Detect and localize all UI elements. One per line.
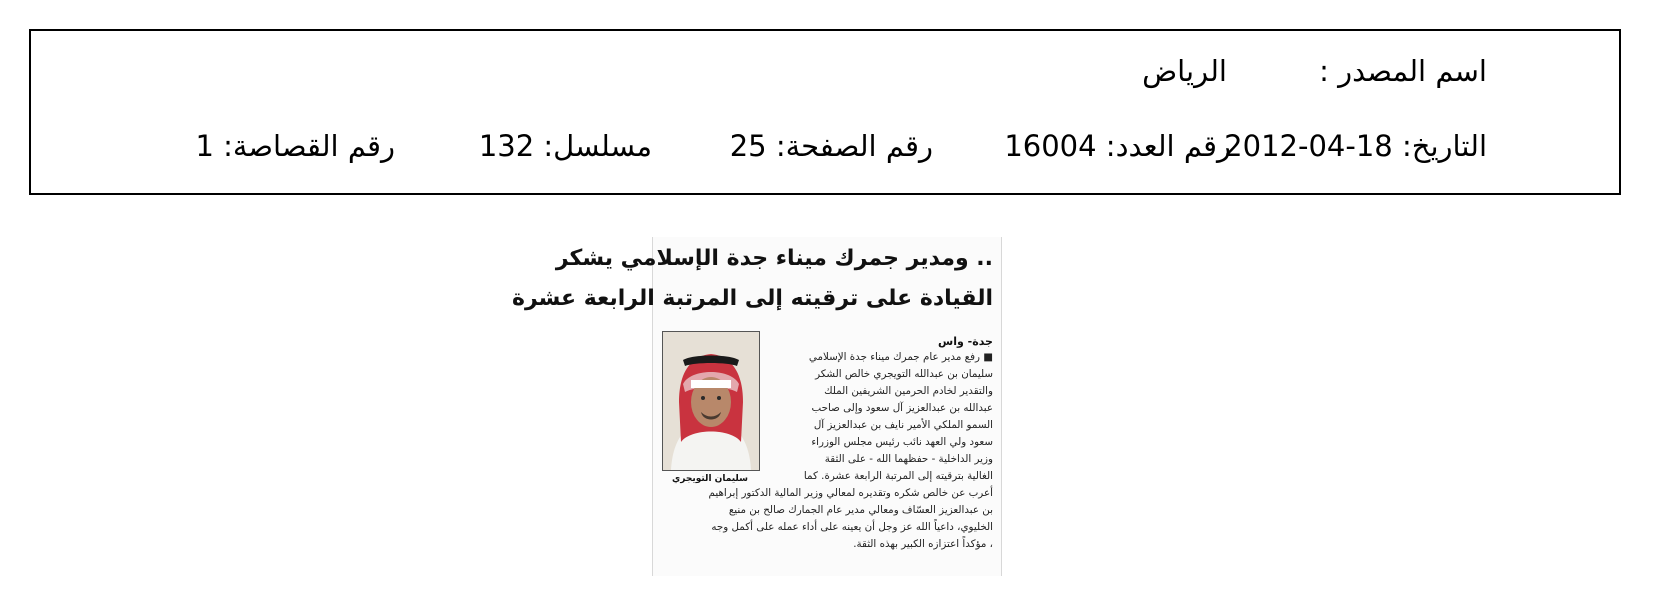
body-line: وزير الداخلية - حفظهما الله - على الثقة [824,453,993,465]
headline-line-1: .. ومدير جمرك ميناء جدة الإسلامي يشكر [555,246,993,271]
body-line: بن عبدالعزيز العسّاف ومعالي مدير عام الجمارك صالح بن منيع [728,504,993,516]
body-line: أعرب عن خالص شكره وتقديره لمعالي وزير المالية الدكتور إبراهيم [708,487,993,499]
clipping-number-field: رقم القصاصة: 1 [195,129,395,163]
body-line: الغالية بترقيته إلى المرتبة الرابعة عشرة. كما [803,470,993,482]
issue-number-field: رقم العدد: 16004 [1004,129,1231,163]
headline-line-2: القيادة على ترقيته إلى المرتبة الرابعة عشرة [511,286,993,311]
dateline: جدة- واس [938,335,993,348]
body-line: سليمان بن عبدالله التويجري خالص الشكر [815,368,993,380]
photo-caption: سليمان التويجري [672,474,748,484]
page-number-field: رقم الصفحة: 25 [729,129,933,163]
portrait-image [663,332,759,470]
portrait-photo [662,331,760,471]
body-line: عبدالله بن عبدالعزيز آل سعود وإلى صاحب [811,402,993,414]
source-label: اسم المصدر : [1319,54,1487,88]
body-line: ، مؤكداً اعتزازه الكبير بهذه الثقة. [853,538,993,550]
date-field: التاريخ: 18-04-2012 [1224,129,1487,163]
newspaper-clipping [511,237,1002,576]
body-line: الخليوي، داعياً الله عز وجل أن يعينه على أداء عمله على أكمل وجه [711,521,993,533]
body-line: سعود ولي العهد نائب رئيس مجلس الوزراء [811,436,993,448]
body-line: ■ رفع مدير عام جمرك ميناء جدة الإسلامي [808,351,993,363]
source-value: الرياض [1142,54,1227,88]
body-line: والتقدير لخادم الحرمين الشريفين الملك [824,385,993,397]
body-line: السمو الملكي الأمير نايف بن عبدالعزيز آل [813,419,993,431]
serial-field: مسلسل: 132 [478,129,652,163]
